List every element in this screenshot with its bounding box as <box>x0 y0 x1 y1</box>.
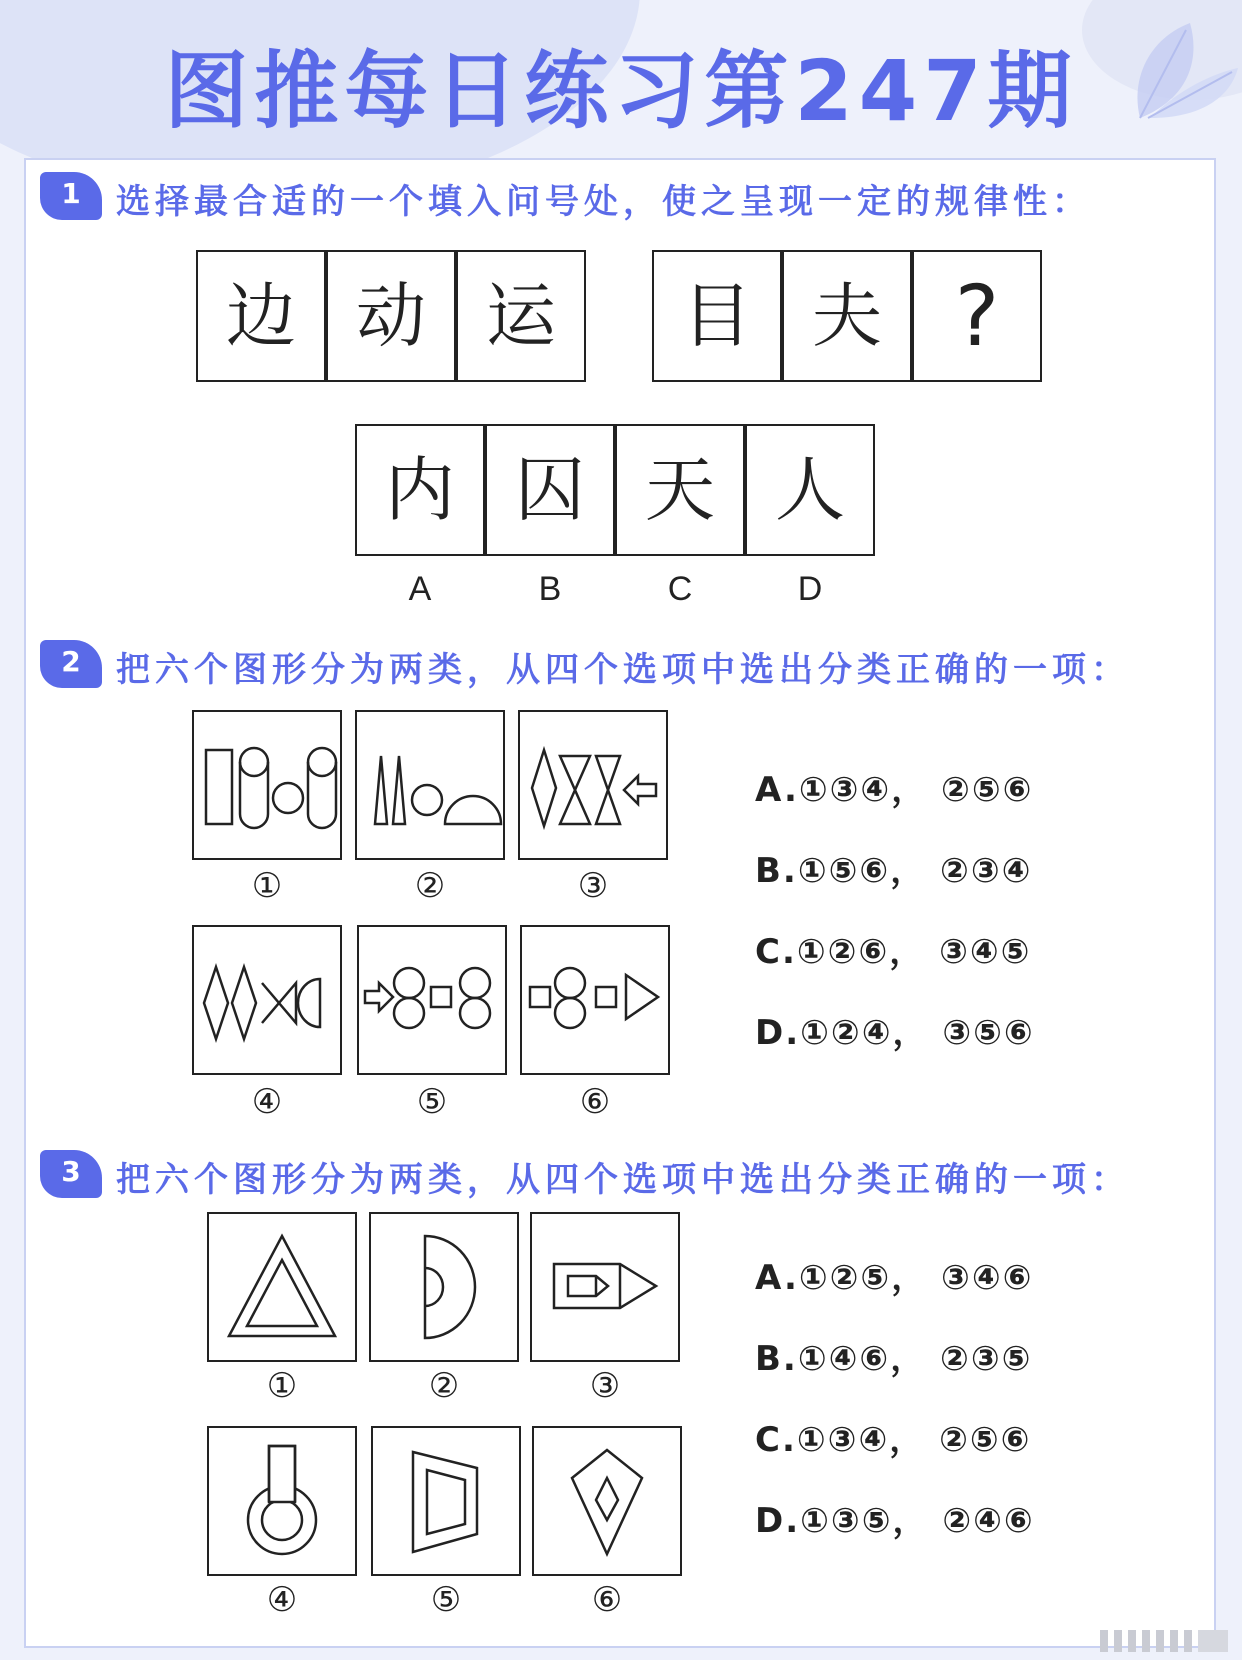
question-1-header <box>40 172 1210 222</box>
answer-option-d[interactable]: D.①③⑤， ②④⑥ <box>755 1501 1035 1541</box>
figure-box <box>207 1426 357 1576</box>
question-char: 目 <box>652 250 782 382</box>
answer-option-b[interactable]: B.①④⑥， ②③⑤ <box>755 1339 1033 1379</box>
question-char: 夫 <box>782 250 912 382</box>
answer-option-a[interactable]: A.①②⑤， ③④⑥ <box>755 1258 1034 1298</box>
option-letter: D <box>797 570 823 608</box>
page-indicator-icon <box>1100 1628 1230 1654</box>
question-prompt: 把六个图形分为两类，从四个选项中选出分类正确的一项： <box>116 650 1130 690</box>
figure-number: ④ <box>251 1082 283 1122</box>
figure-box <box>371 1426 521 1576</box>
answer-option-b[interactable]: B.①⑤⑥， ②③④ <box>755 851 1033 891</box>
figure-box <box>369 1212 519 1362</box>
question-number-badge: 2 <box>40 640 102 688</box>
figure-number: ③ <box>589 1366 621 1406</box>
option-char[interactable]: 人 <box>745 424 875 556</box>
option-letter: C <box>667 570 693 608</box>
question-3-header <box>40 1150 1210 1200</box>
figure-box <box>355 710 505 860</box>
question-char: 运 <box>456 250 586 382</box>
figure-number: ⑤ <box>416 1082 448 1122</box>
question-prompt: 选择最合适的一个填入问号处，使之呈现一定的规律性： <box>116 182 1091 222</box>
option-char[interactable]: 天 <box>615 424 745 556</box>
page-title: 图推每日练习第247期 <box>164 42 1078 140</box>
question-char: 边 <box>196 250 326 382</box>
answer-option-d[interactable]: D.①②④， ③⑤⑥ <box>755 1013 1035 1053</box>
question-prompt: 把六个图形分为两类，从四个选项中选出分类正确的一项： <box>116 1160 1130 1200</box>
figure-box <box>207 1212 357 1362</box>
figure-box <box>357 925 507 1075</box>
question-number-badge: 1 <box>40 172 102 220</box>
figure-number: ③ <box>577 866 609 906</box>
figure-number: ⑥ <box>591 1580 623 1620</box>
option-letter: B <box>538 570 562 608</box>
question-2-header <box>40 640 1210 690</box>
figure-box <box>532 1426 682 1576</box>
question-mark: ? <box>912 250 1042 382</box>
question-char: 动 <box>326 250 456 382</box>
figure-number: ④ <box>266 1580 298 1620</box>
figure-box <box>520 925 670 1075</box>
option-letter: A <box>408 570 432 608</box>
figure-number: ② <box>414 866 446 906</box>
answer-option-c[interactable]: C.①②⑥， ③④⑤ <box>755 932 1032 972</box>
answer-option-c[interactable]: C.①③④， ②⑤⑥ <box>755 1420 1032 1460</box>
figure-number: ① <box>266 1366 298 1406</box>
figure-box <box>518 710 668 860</box>
option-char[interactable]: 内 <box>355 424 485 556</box>
figure-number: ⑤ <box>430 1580 462 1620</box>
figure-box <box>192 710 342 860</box>
figure-number: ① <box>251 866 283 906</box>
figure-number: ⑥ <box>579 1082 611 1122</box>
figure-number: ② <box>428 1366 460 1406</box>
figure-box <box>530 1212 680 1362</box>
figure-box <box>192 925 342 1075</box>
answer-option-a[interactable]: A.①③④， ②⑤⑥ <box>755 770 1034 810</box>
question-number-badge: 3 <box>40 1150 102 1198</box>
option-char[interactable]: 囚 <box>485 424 615 556</box>
